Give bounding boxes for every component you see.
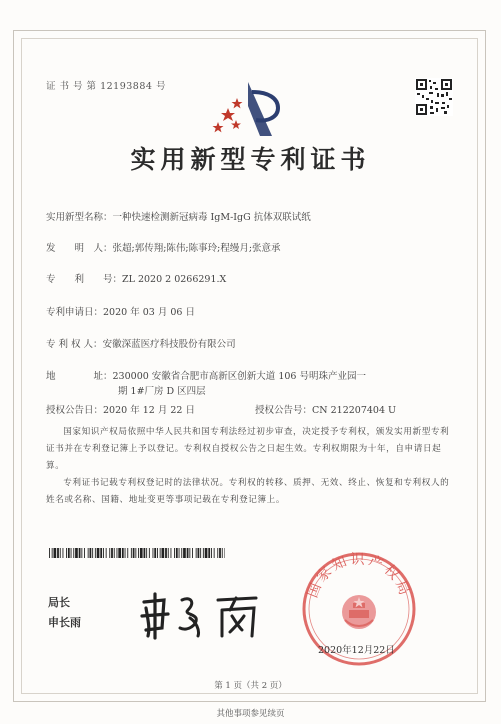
page-indicator: 第 1 页（共 2 页） — [214, 681, 287, 691]
field-inventor — [46, 240, 281, 254]
barcode-bar — [144, 548, 146, 558]
barcode-bar — [183, 548, 186, 558]
field-label: 发 明 人： — [46, 243, 113, 254]
barcode-bar — [127, 548, 128, 558]
field-utility-model-name — [46, 209, 311, 223]
barcode-bar — [54, 548, 57, 558]
barcode-bar — [95, 548, 96, 558]
barcode-bar — [52, 548, 53, 558]
field-application-date — [46, 304, 195, 318]
legal-status-paragraph: 专利证书记载专利权登记时的法律状况。专利权的转移、质押、无效、终止、恢复和专利权人的姓名或名称、国籍、地址变更等事项记载在专利登记簿上。 — [46, 478, 450, 505]
barcode-bar — [97, 548, 100, 558]
barcode-bar — [214, 548, 215, 558]
barcode-bar — [189, 548, 190, 558]
barcode-bar — [125, 548, 126, 558]
barcode-bar — [174, 548, 175, 558]
field-label: 授权公告号： — [255, 405, 313, 416]
barcode-bar — [179, 548, 180, 558]
barcode-bar — [138, 548, 139, 558]
field-value: 一种快速检测新冠病毒 IgM-IgG 抗体双联试纸 — [112, 212, 311, 223]
field-label: 专 利 号： — [46, 274, 123, 285]
barcode-bar — [90, 548, 92, 558]
field-value: 230000 安徽省合肥市高新区创新大道 106 号明珠产业园一 — [112, 371, 366, 382]
barcode-bar — [146, 548, 147, 558]
barcode-bar — [133, 548, 135, 558]
barcode-bar — [71, 548, 72, 558]
field-value: 张超;郭传翔;陈伟;陈事玲;程缦月;张意承 — [112, 243, 281, 254]
barcode-bar — [208, 548, 210, 558]
field-label: 地 址： — [46, 371, 113, 382]
field-value: 安徽深蓝医疗科技股份有限公司 — [102, 339, 236, 350]
field-grant-date — [46, 402, 195, 416]
certificate-title: 实用新型专利证书 — [130, 145, 371, 174]
barcode-bar — [73, 548, 74, 558]
field-value: CN 212207404 U — [312, 405, 397, 416]
field-patent-number — [46, 271, 226, 285]
barcode-bar — [192, 548, 193, 558]
barcode-bar — [219, 548, 221, 558]
barcode-bar — [60, 548, 61, 558]
barcode-bar — [92, 548, 93, 558]
barcode-bar — [84, 548, 85, 558]
barcode-bar — [160, 548, 161, 558]
svg-text:国家知识产权局 — [305, 552, 413, 600]
barcode-bar — [114, 548, 115, 558]
barcode-bar — [154, 548, 156, 558]
barcode-bar — [198, 548, 200, 558]
barcode-bar — [157, 548, 158, 558]
barcode-bar — [63, 548, 64, 558]
barcode-bar — [135, 548, 136, 558]
barcode-bar — [162, 548, 165, 558]
barcode-bar — [168, 548, 169, 558]
barcode-bar — [153, 548, 154, 558]
barcode-bar — [205, 548, 208, 558]
field-value: 2020 年 12 月 22 日 — [103, 405, 195, 416]
barcode-bar — [225, 548, 226, 558]
barcode-bar — [165, 548, 167, 558]
seal-date: 2020年12月22日 — [318, 645, 395, 656]
barcode-bar — [118, 548, 121, 558]
barcode-bar — [103, 548, 104, 558]
field-label: 授权公告日： — [46, 405, 104, 416]
barcode-bar — [106, 548, 107, 558]
barcode-bar — [181, 548, 182, 558]
barcode-bar — [196, 548, 197, 558]
barcode-bar — [149, 548, 150, 558]
field-label: 专利申请日： — [46, 307, 104, 318]
barcode-bar — [131, 548, 132, 558]
barcode-bar — [57, 548, 59, 558]
barcode-bar — [79, 548, 81, 558]
national-emblem-icon — [342, 595, 376, 629]
barcode-icon — [49, 548, 225, 558]
field-address-line-2: 期 1#厂房 D 区四层 — [118, 386, 206, 397]
field-grant-number — [255, 402, 396, 416]
field-label: 专 利 权 人： — [46, 339, 103, 350]
barcode-bar — [117, 548, 118, 558]
barcode-bar — [217, 548, 218, 558]
barcode-bar — [222, 548, 223, 558]
cnipa-emblem-icon — [208, 78, 288, 140]
barcode-bar — [88, 548, 89, 558]
barcode-bar — [75, 548, 78, 558]
barcode-bar — [187, 548, 189, 558]
barcode-bar — [111, 548, 113, 558]
barcode-bar — [100, 548, 102, 558]
barcode-bar — [109, 548, 110, 558]
signatory-name: 申长雨 — [48, 616, 81, 629]
field-value: ZL 2020 2 0266291.X — [122, 274, 227, 285]
barcode-bar — [203, 548, 204, 558]
continuation-note: 其他事项参见续页 — [216, 709, 285, 719]
barcode-bar — [66, 548, 67, 558]
certificate-number: 证 书 号 第 12193884 号 — [46, 81, 166, 92]
barcode-bar — [81, 548, 82, 558]
field-address — [46, 368, 366, 382]
barcode-bar — [200, 548, 201, 558]
signatory-title: 局长 — [48, 596, 70, 609]
field-value: 2020 年 03 月 06 日 — [103, 307, 195, 318]
seal-text: 国家知识产权局 — [304, 551, 414, 601]
field-label: 实用新型名称： — [46, 212, 113, 223]
barcode-bar — [68, 548, 70, 558]
handwritten-signature — [138, 588, 268, 640]
barcode-bar — [49, 548, 50, 558]
qr-code-icon — [415, 78, 453, 116]
field-patentee — [46, 336, 236, 350]
barcode-bar — [176, 548, 178, 558]
barcode-bar — [140, 548, 143, 558]
barcode-bar — [171, 548, 172, 558]
barcode-bar — [211, 548, 212, 558]
grant-statement-paragraph: 国家知识产权局依照中华人民共和国专利法经过初步审查，决定授予专利权，颁发实用新型专利证书并在专利登记簿上予以登记。专利权自授权公告之日起生效。专利权期限为十年，自申请日起算。 — [46, 427, 450, 471]
barcode-bar — [122, 548, 124, 558]
